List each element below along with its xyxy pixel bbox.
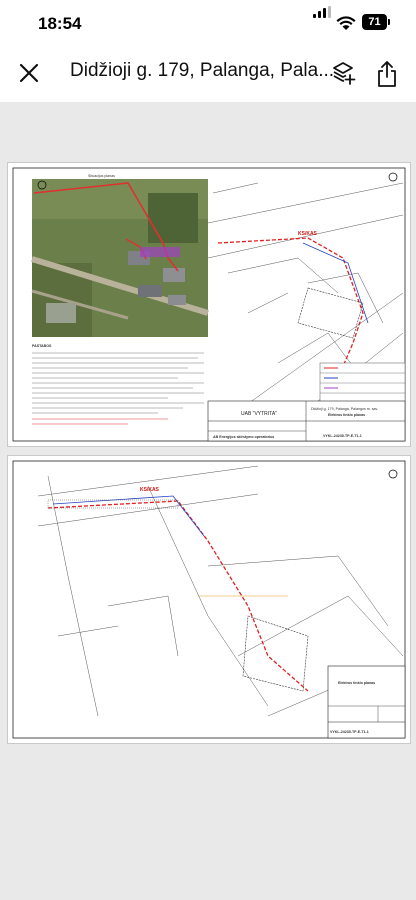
compass-icon-2 [389,470,397,478]
map-label: Situacijos planas [88,174,115,178]
plan-title-2: Elektros tinklo planas [338,681,376,685]
satellite-map [32,179,208,337]
share-icon[interactable] [376,60,398,88]
ks-kas-marker: KS/KAS [298,231,317,237]
drawing-number: VYKL-24235-TP-E-T1-1 [323,434,362,438]
sheet-1-drawing [8,163,410,446]
page-title: Didžioji g. 179, Palanga, Pala... [70,60,335,81]
battery-icon: 71 [362,14,387,30]
company-name: UAB "VYTRITA" [241,411,277,417]
status-time: 18:54 [38,14,82,33]
close-icon[interactable] [18,62,40,84]
notes-text [32,353,204,424]
battery-tip [388,19,390,25]
client-name: AB Energijos skirstymo operatorius [213,435,275,439]
notes-title: PASTABOS [32,344,52,348]
plan-title: Elektros tinklo planas [328,413,366,417]
address: Didžioji g. 179, Palanga, Palangos m. sav. [311,407,379,411]
ks-kas-marker-2: KS/KAS [140,487,159,493]
wifi-icon [336,16,356,31]
sheet-2-drawing [8,456,410,743]
add-to-photos-icon[interactable] [330,60,356,86]
status-bar [0,0,416,44]
title-block-2 [328,666,405,738]
compass-icon [389,173,397,181]
drawing-sheet-2 [7,455,411,744]
navigation-bar [0,44,416,102]
drawing-sheet-1 [7,162,411,447]
drawing-number-2: VYKL-24235-TP-E-T1-1 [330,730,369,734]
